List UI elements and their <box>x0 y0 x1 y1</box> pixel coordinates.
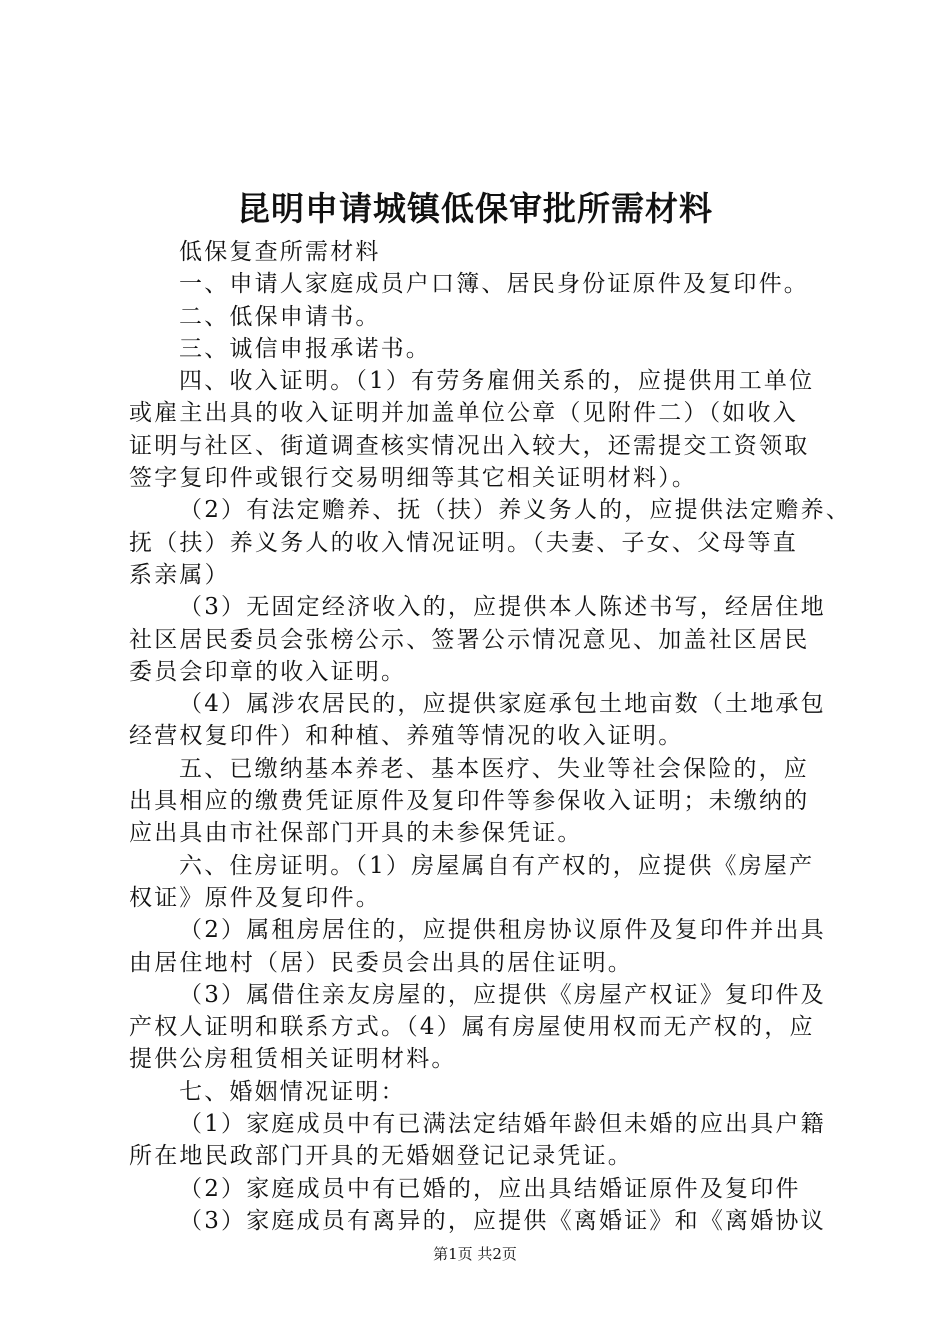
text-line: （2）家庭成员中有已婚的，应出具结婚证原件及复印件 <box>179 1175 801 1202</box>
text-line: 出具相应的缴费凭证原件及复印件等参保收入证明；未缴纳的 <box>129 788 810 815</box>
text-line: （3）无固定经济收入的，应提供本人陈述书写，经居住地 <box>179 594 826 621</box>
text-line: 提供公房租赁相关证明材料。 <box>129 1046 457 1073</box>
text-line: 一、申请人家庭成员户口簿、居民身份证原件及复印件。 <box>179 271 809 298</box>
text-line: 或雇主出具的收入证明并加盖单位公章（见附件二）（如收入 <box>129 400 798 427</box>
text-line: 七、婚姻情况证明： <box>179 1078 406 1105</box>
text-line: 五、已缴纳基本养老、基本医疗、失业等社会保险的，应 <box>179 755 809 782</box>
text-line: 二、低保申请书。 <box>179 303 381 330</box>
text-line: （3）家庭成员有离异的，应提供《离婚证》和《离婚协议 <box>179 1207 826 1234</box>
text-line: （3）属借住亲友房屋的，应提供《房屋产权证》复印件及 <box>179 981 826 1008</box>
text-line: 由居住地村（居）民委员会出具的居住证明。 <box>129 949 633 976</box>
text-line: 经营权复印件）和种植、养殖等情况的收入证明。 <box>129 723 684 750</box>
text-line: 抚（扶）养义务人的收入情况证明。（夫妻、子女、父母等直 <box>129 529 798 556</box>
text-line: （2）有法定赡养、抚（扶）养义务人的，应提供法定赡养、 <box>179 497 852 524</box>
text-line: 四、收入证明。（1）有劳务雇佣关系的，应提供用工单位 <box>179 368 815 395</box>
text-line: （1）家庭成员中有已满法定结婚年龄但未婚的应出具户籍 <box>179 1111 826 1138</box>
text-line: 证明与社区、街道调查核实情况出入较大，还需提交工资领取 <box>129 432 810 459</box>
text-line: 三、诚信申报承诺书。 <box>179 335 431 362</box>
document-title: 昆明申请城镇低保审批所需材料 <box>237 189 713 228</box>
text-line: 社区居民委员会张榜公示、签署公示情况意见、加盖社区居民 <box>129 626 810 653</box>
text-line: 权证》原件及复印件。 <box>129 884 381 911</box>
text-line: （2）属租房居住的，应提供租房协议原件及复印件并出具 <box>179 917 826 944</box>
text-line: 所在地民政部门开具的无婚姻登记记录凭证。 <box>129 1143 633 1170</box>
text-line: 低保复查所需材料 <box>179 239 381 265</box>
text-line: 委员会印章的收入证明。 <box>129 658 407 685</box>
text-line: 签字复印件或银行交易明细等其它相关证明材料）。 <box>129 465 698 492</box>
text-line: 产权人证明和联系方式。（4）属有房屋使用权而无产权的，应 <box>129 1014 815 1041</box>
page-footer: 第1页 共2页 <box>433 1245 517 1263</box>
text-line: 六、住房证明。（1）房屋属自有产权的，应提供《房屋产 <box>179 852 815 879</box>
text-line: 应出具由市社保部门开具的未参保凭证。 <box>129 820 583 847</box>
text-line: 系亲属） <box>129 561 230 588</box>
text-line: （4）属涉农居民的，应提供家庭承包土地亩数（土地承包 <box>179 691 826 718</box>
document-body <box>129 236 852 1237</box>
